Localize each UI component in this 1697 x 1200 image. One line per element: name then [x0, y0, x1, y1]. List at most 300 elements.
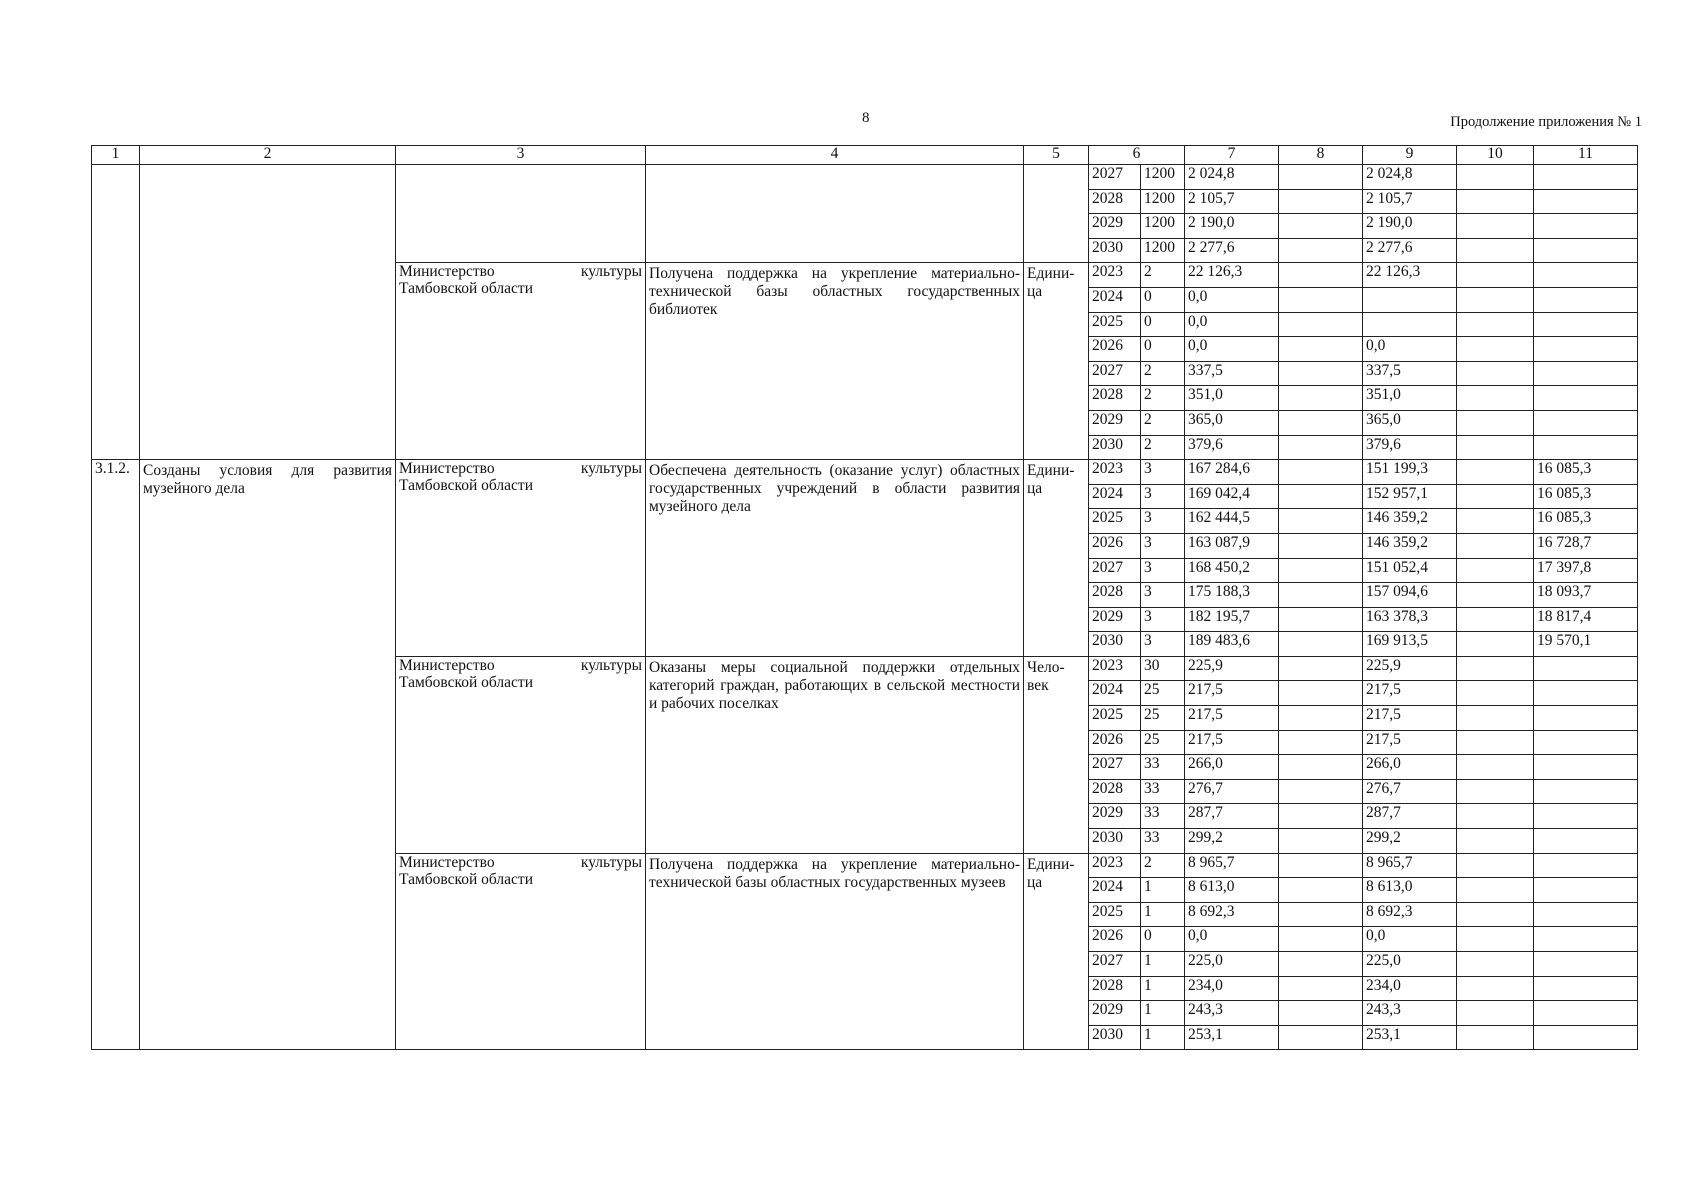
- total-amount-cell: 379,6: [1185, 435, 1279, 460]
- municipal-amount-cell: [1457, 287, 1534, 312]
- other-amount-cell: [1534, 730, 1638, 755]
- regional-amount-cell: 169 913,5: [1363, 632, 1457, 657]
- year-cell: 2030: [1089, 1025, 1141, 1050]
- year-cell: 2030: [1089, 829, 1141, 854]
- other-amount-cell: [1534, 1025, 1638, 1050]
- other-amount-cell: [1534, 755, 1638, 780]
- year-cell: 2027: [1089, 952, 1141, 977]
- other-amount-cell: [1534, 214, 1638, 239]
- total-amount-cell: 163 087,9: [1185, 533, 1279, 558]
- federal-amount-cell: [1279, 361, 1363, 386]
- indicator-value-cell: 3: [1141, 558, 1185, 583]
- indicator-value-cell: 33: [1141, 804, 1185, 829]
- total-amount-cell: 217,5: [1185, 730, 1279, 755]
- indicator-value-cell: 1: [1141, 952, 1185, 977]
- other-amount-cell: [1534, 952, 1638, 977]
- regional-amount-cell: 8 965,7: [1363, 853, 1457, 878]
- total-amount-cell: 234,0: [1185, 976, 1279, 1001]
- municipal-amount-cell: [1457, 238, 1534, 263]
- municipal-amount-cell: [1457, 730, 1534, 755]
- ministry-word: Министерство: [399, 460, 495, 478]
- other-amount-cell: 16 728,7: [1534, 533, 1638, 558]
- other-amount-cell: [1534, 386, 1638, 411]
- federal-amount-cell: [1279, 1001, 1363, 1026]
- regional-amount-cell: 217,5: [1363, 706, 1457, 731]
- total-amount-cell: 0,0: [1185, 287, 1279, 312]
- other-amount-cell: [1534, 681, 1638, 706]
- total-amount-cell: 167 284,6: [1185, 460, 1279, 485]
- municipal-amount-cell: [1457, 533, 1534, 558]
- regional-amount-cell: 152 957,1: [1363, 484, 1457, 509]
- federal-amount-cell: [1279, 755, 1363, 780]
- federal-amount-cell: [1279, 558, 1363, 583]
- indicator-value-cell: 1: [1141, 878, 1185, 903]
- year-cell: 2029: [1089, 410, 1141, 435]
- year-cell: 2024: [1089, 287, 1141, 312]
- federal-amount-cell: [1279, 804, 1363, 829]
- year-cell: 2023: [1089, 656, 1141, 681]
- ministry-name-line: [399, 854, 642, 871]
- ministry-word: Министерство: [399, 853, 495, 871]
- other-amount-cell: 18 093,7: [1534, 583, 1638, 608]
- total-amount-cell: 2 024,8: [1185, 165, 1279, 190]
- indicator-value-cell: 2: [1141, 410, 1185, 435]
- other-amount-cell: [1534, 804, 1638, 829]
- federal-amount-cell: [1279, 287, 1363, 312]
- federal-amount-cell: [1279, 927, 1363, 952]
- total-amount-cell: 351,0: [1185, 386, 1279, 411]
- municipal-amount-cell: [1457, 976, 1534, 1001]
- indicator-value-cell: 0: [1141, 337, 1185, 362]
- federal-amount-cell: [1279, 952, 1363, 977]
- year-cell: 2025: [1089, 509, 1141, 534]
- indicator-value-cell: 1: [1141, 976, 1185, 1001]
- regional-amount-cell: 2 277,6: [1363, 238, 1457, 263]
- other-amount-cell: 18 817,4: [1534, 607, 1638, 632]
- year-cell: 2028: [1089, 386, 1141, 411]
- regional-amount-cell: 2 190,0: [1363, 214, 1457, 239]
- year-cell: 2025: [1089, 312, 1141, 337]
- municipal-amount-cell: [1457, 165, 1534, 190]
- appendix-continuation-note: Продолжение приложения № 1: [1450, 114, 1642, 130]
- other-amount-cell: [1534, 410, 1638, 435]
- regional-amount-cell: 146 359,2: [1363, 533, 1457, 558]
- total-amount-cell: 0,0: [1185, 312, 1279, 337]
- header-row: [92, 146, 1638, 165]
- total-amount-cell: 189 483,6: [1185, 632, 1279, 657]
- total-amount-cell: 276,7: [1185, 779, 1279, 804]
- year-cell: 2024: [1089, 681, 1141, 706]
- indicator-value-cell: 0: [1141, 287, 1185, 312]
- other-amount-cell: [1534, 853, 1638, 878]
- municipal-amount-cell: [1457, 902, 1534, 927]
- municipal-amount-cell: [1457, 361, 1534, 386]
- federal-amount-cell: [1279, 976, 1363, 1001]
- regional-amount-cell: 287,7: [1363, 804, 1457, 829]
- federal-amount-cell: [1279, 632, 1363, 657]
- municipal-amount-cell: [1457, 779, 1534, 804]
- year-cell: 2028: [1089, 779, 1141, 804]
- municipal-amount-cell: [1457, 706, 1534, 731]
- header-cell: 2: [140, 146, 396, 165]
- header-cell: 7: [1185, 146, 1279, 165]
- indicator-value-cell: 1200: [1141, 165, 1185, 190]
- municipal-amount-cell: [1457, 681, 1534, 706]
- year-cell: 2023: [1089, 263, 1141, 288]
- regional-amount-cell: 266,0: [1363, 755, 1457, 780]
- indicator-value-cell: 1: [1141, 1025, 1185, 1050]
- municipal-amount-cell: [1457, 952, 1534, 977]
- year-cell: 2025: [1089, 902, 1141, 927]
- indicator-value-cell: 3: [1141, 632, 1185, 657]
- total-amount-cell: 243,3: [1185, 1001, 1279, 1026]
- regional-amount-cell: 234,0: [1363, 976, 1457, 1001]
- regional-amount-cell: 217,5: [1363, 730, 1457, 755]
- indicator-value-cell: 33: [1141, 779, 1185, 804]
- federal-amount-cell: [1279, 509, 1363, 534]
- municipal-amount-cell: [1457, 927, 1534, 952]
- total-amount-cell: 2 190,0: [1185, 214, 1279, 239]
- municipal-amount-cell: [1457, 189, 1534, 214]
- municipal-amount-cell: [1457, 829, 1534, 854]
- year-cell: 2027: [1089, 165, 1141, 190]
- header-cell: 1: [92, 146, 140, 165]
- ministry-name-rest: Тамбовской области: [399, 477, 533, 495]
- federal-amount-cell: [1279, 902, 1363, 927]
- item-number-cell: [92, 165, 140, 460]
- municipal-amount-cell: [1457, 607, 1534, 632]
- year-cell: 2023: [1089, 460, 1141, 485]
- other-amount-cell: [1534, 263, 1638, 288]
- regional-amount-cell: 243,3: [1363, 1001, 1457, 1026]
- other-amount-cell: [1534, 435, 1638, 460]
- result-description-cell: [646, 165, 1024, 263]
- total-amount-cell: 266,0: [1185, 755, 1279, 780]
- year-cell: 2029: [1089, 1001, 1141, 1026]
- other-amount-cell: [1534, 165, 1638, 190]
- ministry-word: Министерство: [399, 656, 495, 674]
- total-amount-cell: 2 105,7: [1185, 189, 1279, 214]
- municipal-amount-cell: [1457, 755, 1534, 780]
- result-description-cell: Получена поддержка на укрепление материально-технической базы областных государственных музеев: [646, 853, 1024, 1050]
- year-cell: 2026: [1089, 337, 1141, 362]
- municipal-amount-cell: [1457, 656, 1534, 681]
- table-row: [92, 165, 1638, 190]
- indicator-value-cell: 2: [1141, 386, 1185, 411]
- total-amount-cell: 168 450,2: [1185, 558, 1279, 583]
- year-cell: 2030: [1089, 238, 1141, 263]
- year-cell: 2025: [1089, 706, 1141, 731]
- regional-amount-cell: [1363, 287, 1457, 312]
- regional-amount-cell: 22 126,3: [1363, 263, 1457, 288]
- federal-amount-cell: [1279, 263, 1363, 288]
- total-amount-cell: 365,0: [1185, 410, 1279, 435]
- year-cell: 2030: [1089, 435, 1141, 460]
- header-cell: 10: [1457, 146, 1534, 165]
- ministry-name-line: [399, 263, 642, 280]
- unit-cell: [1024, 165, 1089, 263]
- total-amount-cell: 182 195,7: [1185, 607, 1279, 632]
- year-cell: 2026: [1089, 730, 1141, 755]
- indicator-value-cell: 1200: [1141, 214, 1185, 239]
- other-amount-cell: [1534, 878, 1638, 903]
- indicator-value-cell: 25: [1141, 730, 1185, 755]
- total-amount-cell: 299,2: [1185, 829, 1279, 854]
- result-description-cell: Получена поддержка на укрепление материально-технической базы областных государственных библиотек: [646, 263, 1024, 460]
- table-row: [92, 460, 1638, 485]
- other-amount-cell: [1534, 656, 1638, 681]
- indicator-value-cell: 3: [1141, 607, 1185, 632]
- regional-amount-cell: 8 692,3: [1363, 902, 1457, 927]
- total-amount-cell: 253,1: [1185, 1025, 1279, 1050]
- municipal-amount-cell: [1457, 337, 1534, 362]
- ministry-word: Министерство: [399, 263, 495, 281]
- total-amount-cell: 8 965,7: [1185, 853, 1279, 878]
- other-amount-cell: [1534, 337, 1638, 362]
- federal-amount-cell: [1279, 165, 1363, 190]
- year-cell: 2027: [1089, 361, 1141, 386]
- year-cell: 2027: [1089, 558, 1141, 583]
- responsible-ministry-cell: [396, 460, 646, 657]
- total-amount-cell: 225,0: [1185, 952, 1279, 977]
- header-cell: 11: [1534, 146, 1638, 165]
- federal-amount-cell: [1279, 386, 1363, 411]
- regional-amount-cell: 351,0: [1363, 386, 1457, 411]
- indicator-value-cell: 1200: [1141, 189, 1185, 214]
- federal-amount-cell: [1279, 435, 1363, 460]
- year-cell: 2029: [1089, 607, 1141, 632]
- responsible-ministry-cell: [396, 165, 646, 263]
- regional-amount-cell: 2 105,7: [1363, 189, 1457, 214]
- item-name-cell: Созданы условия для развития музейного дела: [140, 460, 396, 1050]
- regional-amount-cell: 151 052,4: [1363, 558, 1457, 583]
- unit-cell: Едини-ца: [1024, 853, 1089, 1050]
- federal-amount-cell: [1279, 214, 1363, 239]
- indicator-value-cell: 1200: [1141, 238, 1185, 263]
- program-table: [91, 145, 1638, 1050]
- total-amount-cell: 287,7: [1185, 804, 1279, 829]
- ministry-word: культуры: [580, 460, 642, 478]
- total-amount-cell: 0,0: [1185, 337, 1279, 362]
- result-description-cell: Обеспечена деятельность (оказание услуг) областных государственных учреждений в области развития музейного дела: [646, 460, 1024, 657]
- other-amount-cell: [1534, 829, 1638, 854]
- regional-amount-cell: 8 613,0: [1363, 878, 1457, 903]
- indicator-value-cell: 3: [1141, 484, 1185, 509]
- ministry-name-line: [399, 657, 642, 674]
- municipal-amount-cell: [1457, 632, 1534, 657]
- header-cell: 9: [1363, 146, 1457, 165]
- regional-amount-cell: 217,5: [1363, 681, 1457, 706]
- year-cell: 2023: [1089, 853, 1141, 878]
- other-amount-cell: [1534, 927, 1638, 952]
- indicator-value-cell: 3: [1141, 509, 1185, 534]
- indicator-value-cell: 25: [1141, 706, 1185, 731]
- ministry-name-rest: Тамбовской области: [399, 673, 533, 691]
- page-number: 8: [862, 110, 870, 126]
- unit-cell: Едини-ца: [1024, 460, 1089, 657]
- federal-amount-cell: [1279, 484, 1363, 509]
- regional-amount-cell: 225,0: [1363, 952, 1457, 977]
- municipal-amount-cell: [1457, 853, 1534, 878]
- unit-cell: Едини-ца: [1024, 263, 1089, 460]
- year-cell: 2028: [1089, 583, 1141, 608]
- ministry-name-rest: Тамбовской области: [399, 280, 533, 298]
- total-amount-cell: 2 277,6: [1185, 238, 1279, 263]
- indicator-value-cell: 3: [1141, 583, 1185, 608]
- regional-amount-cell: 2 024,8: [1363, 165, 1457, 190]
- municipal-amount-cell: [1457, 312, 1534, 337]
- indicator-value-cell: 1: [1141, 1001, 1185, 1026]
- other-amount-cell: [1534, 1001, 1638, 1026]
- regional-amount-cell: 151 199,3: [1363, 460, 1457, 485]
- year-cell: 2029: [1089, 804, 1141, 829]
- header-cell: 4: [646, 146, 1024, 165]
- total-amount-cell: 337,5: [1185, 361, 1279, 386]
- other-amount-cell: 16 085,3: [1534, 509, 1638, 534]
- item-number-cell: 3.1.2.: [92, 460, 140, 1050]
- total-amount-cell: 225,9: [1185, 656, 1279, 681]
- indicator-value-cell: 33: [1141, 829, 1185, 854]
- other-amount-cell: 16 085,3: [1534, 460, 1638, 485]
- ministry-name-line: [399, 460, 642, 477]
- regional-amount-cell: 0,0: [1363, 337, 1457, 362]
- other-amount-cell: [1534, 779, 1638, 804]
- federal-amount-cell: [1279, 706, 1363, 731]
- indicator-value-cell: 2: [1141, 853, 1185, 878]
- federal-amount-cell: [1279, 460, 1363, 485]
- responsible-ministry-cell: [396, 263, 646, 460]
- header-cell: 8: [1279, 146, 1363, 165]
- other-amount-cell: 19 570,1: [1534, 632, 1638, 657]
- header-cell: 6: [1089, 146, 1185, 165]
- year-cell: 2024: [1089, 878, 1141, 903]
- ministry-word: культуры: [580, 853, 642, 871]
- ministry-word: культуры: [580, 656, 642, 674]
- other-amount-cell: [1534, 312, 1638, 337]
- federal-amount-cell: [1279, 779, 1363, 804]
- result-description-cell: Оказаны меры социальной поддержки отдельных категорий граждан, работающих в сельской местности и рабочих поселках: [646, 656, 1024, 853]
- municipal-amount-cell: [1457, 804, 1534, 829]
- other-amount-cell: 16 085,3: [1534, 484, 1638, 509]
- municipal-amount-cell: [1457, 435, 1534, 460]
- municipal-amount-cell: [1457, 509, 1534, 534]
- indicator-value-cell: 2: [1141, 263, 1185, 288]
- total-amount-cell: 169 042,4: [1185, 484, 1279, 509]
- total-amount-cell: 8 692,3: [1185, 902, 1279, 927]
- federal-amount-cell: [1279, 730, 1363, 755]
- municipal-amount-cell: [1457, 1025, 1534, 1050]
- header-cell: 5: [1024, 146, 1089, 165]
- municipal-amount-cell: [1457, 878, 1534, 903]
- indicator-value-cell: 2: [1141, 361, 1185, 386]
- regional-amount-cell: 337,5: [1363, 361, 1457, 386]
- total-amount-cell: 175 188,3: [1185, 583, 1279, 608]
- regional-amount-cell: [1363, 312, 1457, 337]
- year-cell: 2028: [1089, 189, 1141, 214]
- regional-amount-cell: 0,0: [1363, 927, 1457, 952]
- indicator-value-cell: 33: [1141, 755, 1185, 780]
- federal-amount-cell: [1279, 607, 1363, 632]
- municipal-amount-cell: [1457, 263, 1534, 288]
- indicator-value-cell: 25: [1141, 681, 1185, 706]
- municipal-amount-cell: [1457, 460, 1534, 485]
- total-amount-cell: 217,5: [1185, 706, 1279, 731]
- federal-amount-cell: [1279, 829, 1363, 854]
- responsible-ministry-cell: [396, 656, 646, 853]
- indicator-value-cell: 30: [1141, 656, 1185, 681]
- total-amount-cell: 8 613,0: [1185, 878, 1279, 903]
- municipal-amount-cell: [1457, 583, 1534, 608]
- total-amount-cell: 0,0: [1185, 927, 1279, 952]
- indicator-value-cell: 2: [1141, 435, 1185, 460]
- municipal-amount-cell: [1457, 558, 1534, 583]
- federal-amount-cell: [1279, 337, 1363, 362]
- other-amount-cell: [1534, 361, 1638, 386]
- year-cell: 2030: [1089, 632, 1141, 657]
- ministry-name-rest: Тамбовской области: [399, 870, 533, 888]
- federal-amount-cell: [1279, 681, 1363, 706]
- other-amount-cell: [1534, 706, 1638, 731]
- indicator-value-cell: 1: [1141, 902, 1185, 927]
- municipal-amount-cell: [1457, 214, 1534, 239]
- regional-amount-cell: 379,6: [1363, 435, 1457, 460]
- indicator-value-cell: 0: [1141, 312, 1185, 337]
- other-amount-cell: [1534, 238, 1638, 263]
- indicator-value-cell: 3: [1141, 533, 1185, 558]
- total-amount-cell: 22 126,3: [1185, 263, 1279, 288]
- regional-amount-cell: 299,2: [1363, 829, 1457, 854]
- municipal-amount-cell: [1457, 410, 1534, 435]
- year-cell: 2026: [1089, 533, 1141, 558]
- year-cell: 2024: [1089, 484, 1141, 509]
- unit-cell: Чело-век: [1024, 656, 1089, 853]
- federal-amount-cell: [1279, 1025, 1363, 1050]
- municipal-amount-cell: [1457, 484, 1534, 509]
- other-amount-cell: [1534, 189, 1638, 214]
- federal-amount-cell: [1279, 189, 1363, 214]
- federal-amount-cell: [1279, 583, 1363, 608]
- federal-amount-cell: [1279, 410, 1363, 435]
- indicator-value-cell: 3: [1141, 460, 1185, 485]
- year-cell: 2028: [1089, 976, 1141, 1001]
- federal-amount-cell: [1279, 533, 1363, 558]
- regional-amount-cell: 253,1: [1363, 1025, 1457, 1050]
- regional-amount-cell: 365,0: [1363, 410, 1457, 435]
- federal-amount-cell: [1279, 312, 1363, 337]
- total-amount-cell: 217,5: [1185, 681, 1279, 706]
- regional-amount-cell: 157 094,6: [1363, 583, 1457, 608]
- regional-amount-cell: 225,9: [1363, 656, 1457, 681]
- other-amount-cell: 17 397,8: [1534, 558, 1638, 583]
- regional-amount-cell: 146 359,2: [1363, 509, 1457, 534]
- municipal-amount-cell: [1457, 386, 1534, 411]
- regional-amount-cell: 276,7: [1363, 779, 1457, 804]
- other-amount-cell: [1534, 287, 1638, 312]
- other-amount-cell: [1534, 976, 1638, 1001]
- year-cell: 2029: [1089, 214, 1141, 239]
- federal-amount-cell: [1279, 656, 1363, 681]
- total-amount-cell: 162 444,5: [1185, 509, 1279, 534]
- federal-amount-cell: [1279, 238, 1363, 263]
- regional-amount-cell: 163 378,3: [1363, 607, 1457, 632]
- item-name-cell: [140, 165, 396, 460]
- year-cell: 2026: [1089, 927, 1141, 952]
- responsible-ministry-cell: [396, 853, 646, 1050]
- indicator-value-cell: 0: [1141, 927, 1185, 952]
- ministry-word: культуры: [580, 263, 642, 281]
- year-cell: 2027: [1089, 755, 1141, 780]
- municipal-amount-cell: [1457, 1001, 1534, 1026]
